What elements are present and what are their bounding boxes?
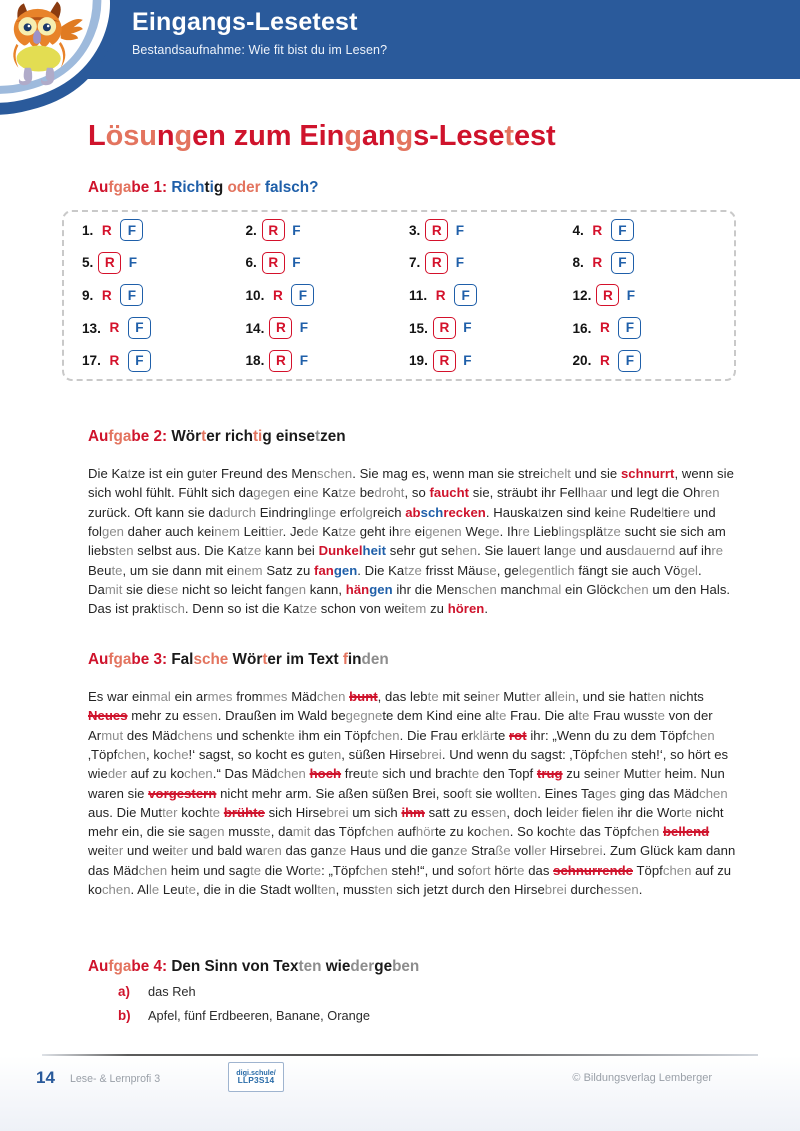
answer-item <box>573 350 737 372</box>
task-1-heading: Aufgabe 1: Richtig oder falsch? <box>88 179 319 196</box>
task-4-answer-list <box>118 984 718 1032</box>
option-falsch-selected[interactable]: F <box>611 219 634 241</box>
answer-item <box>573 284 737 306</box>
answer-item-number: 17. <box>82 353 101 369</box>
option-falsch-selected[interactable]: F <box>611 252 634 274</box>
answer-item-number: 11. <box>409 287 428 303</box>
answer-item <box>409 252 573 274</box>
option-falsch-selected[interactable]: F <box>291 284 314 306</box>
option-richtig-selected[interactable]: R <box>425 219 448 241</box>
answer-item-number: 18. <box>245 353 265 369</box>
option-falsch[interactable]: F <box>299 352 309 368</box>
option-falsch[interactable]: F <box>292 222 301 238</box>
option-richtig-selected[interactable]: R <box>262 252 285 274</box>
answer-item <box>246 350 410 372</box>
option-falsch-selected[interactable]: F <box>128 350 151 372</box>
task-2-heading: Aufgabe 2: Wörter richtig einsetzen <box>88 428 346 445</box>
answer-item-number: 7. <box>409 255 421 271</box>
option-richtig[interactable]: R <box>109 320 120 336</box>
answer-item <box>82 350 246 372</box>
page-number: 14 <box>36 1068 55 1087</box>
task-3-heading: Aufgabe 3: Falsche Wörter im Text finden <box>88 651 389 668</box>
task-4-answer-label: a) <box>118 984 130 999</box>
option-falsch[interactable]: F <box>292 255 301 271</box>
answer-item-number: 5. <box>82 255 94 271</box>
answer-item <box>82 252 246 274</box>
answer-item <box>246 317 410 339</box>
option-richtig-selected[interactable]: R <box>596 284 619 306</box>
option-richtig[interactable]: R <box>599 320 610 336</box>
option-falsch-selected[interactable]: F <box>454 284 477 306</box>
answer-item-number: 6. <box>245 255 257 271</box>
answer-item-number: 1. <box>82 222 94 238</box>
answer-item-number: 2. <box>245 222 257 238</box>
task-2-paragraph: Die Katze ist ein guter Freund des Menschen. Sie mag es, wenn man sie streichelt und sie schnurrt, wenn sie sich wohl fühlt. Fühlt sich dagegen eine Katze bedroht, so faucht sie, sträubt ihr Fellhaar und legt die Ohren zurück. Oft kann sie dadurch Eindringlinge erfolgreich abschrecken. Hauskatzen sind keine Rudeltiere und folgen daher auch keinem Leittier. Jede Katze geht ihre eigenen Wege. Ihre Lieblingsplätze sucht sie sich am liebsten selbst aus. Die Katze kann bei Dunkelheit sehr gut sehen. Sie lauert lange und ausdauernd auf ihre Beute, um sie dann mit einem Satz zu fangen. Die Katze frisst Mäuse, gelegentlich fängt sie auch Vögel. Damit sie diese nicht so leicht fangen kann, hängen ihr die Menschen manchmal ein Glöckchen um den Hals. Das ist praktisch. Denn so ist die Katze schon von weitem zu hören. <box>88 466 734 617</box>
option-richtig[interactable]: R <box>592 255 603 271</box>
option-falsch[interactable]: F <box>626 287 636 303</box>
answer-item <box>409 317 573 339</box>
task-4-answer-row <box>118 1008 718 1023</box>
option-richtig[interactable]: R <box>599 352 610 368</box>
answer-item <box>82 219 246 241</box>
answer-item-number: 9. <box>82 287 94 303</box>
answer-item <box>573 317 737 339</box>
owl-mascot-icon <box>0 0 92 88</box>
answer-item-number: 14. <box>245 320 265 336</box>
option-falsch[interactable]: F <box>463 352 472 368</box>
answer-item-number: 8. <box>572 255 584 271</box>
option-falsch[interactable]: F <box>463 320 472 336</box>
option-richtig-selected[interactable]: R <box>269 317 292 339</box>
answer-item-number: 3. <box>409 222 421 238</box>
header-subtitle: Bestandsaufnahme: Wie fit bist du im Lesen? <box>132 42 388 57</box>
answer-item-number: 15. <box>409 320 428 336</box>
answer-item <box>573 219 737 241</box>
option-richtig[interactable]: R <box>272 287 283 303</box>
badge-line-1: digi.schule/ <box>236 1067 276 1077</box>
answer-item <box>246 284 410 306</box>
page-title: Lösungen zum Eingangs-Lesetest <box>88 120 556 152</box>
option-falsch-selected[interactable]: F <box>120 284 143 306</box>
option-falsch-selected[interactable]: F <box>120 219 143 241</box>
answer-item <box>82 317 246 339</box>
digi-schule-badge[interactable] <box>228 1062 284 1092</box>
option-falsch-selected[interactable]: F <box>618 317 641 339</box>
task-4-answer-row <box>118 984 718 999</box>
answer-item <box>246 252 410 274</box>
option-falsch[interactable]: F <box>299 320 309 336</box>
answer-item <box>246 219 410 241</box>
option-richtig-selected[interactable]: R <box>98 252 121 274</box>
task-4-answer-text: das Reh <box>148 984 196 999</box>
answer-item-number: 19. <box>409 353 428 369</box>
answer-item-number: 4. <box>572 222 584 238</box>
option-richtig[interactable]: R <box>592 222 603 238</box>
answer-item-number: 16. <box>572 320 592 336</box>
option-richtig[interactable]: R <box>435 287 446 303</box>
task-4-heading: Aufgabe 4: Den Sinn von Texten wiedergeben <box>88 958 420 975</box>
task-4-answer-text: Apfel, fünf Erdbeeren, Banane, Orange <box>148 1008 370 1023</box>
option-falsch-selected[interactable]: F <box>618 350 641 372</box>
option-richtig-selected[interactable]: R <box>433 317 456 339</box>
option-richtig-selected[interactable]: R <box>269 350 292 372</box>
option-falsch[interactable]: F <box>455 222 464 238</box>
task-3-paragraph: Es war einmal ein armes frommes Mädchen bunt, das lebte mit seiner Mutter allein, und sie hatten nichts Neues mehr zu essen. Draußen im Wald begegnete dem Kind eine alte Frau. Die alte Frau wusste von der Armut des Mädchens und schenkte ihm ein Töpfchen. Die Frau erklärte rot ihr: „Wenn du zu dem Töpfchen ‚Töpfchen, koche!‘ sagst, so kocht es guten, süßen Hirsebrei. Und wenn du sagst: ‚Töpfchen steh!‘, so hört es wieder auf zu kochen.“ Das Mädchen hoch freute sich und brachte den Topf trug zu seiner Mutter heim. Nun waren sie vorgestern nicht mehr arm. Sie aßen süßen Brei, sooft sie wollten. Eines Tages ging das Mädchen aus. Die Mutter kochte brühte sich Hirsebrei um sich ihm satt zu essen, doch leider fielen ihr die Worte nicht mehr ein, die sie sagen musste, damit das Töpfchen aufhörte zu kochen. So kochte das Töpfchen bellend weiter und weiter und bald waren das ganze Haus und die ganze Straße voller Hirsebrei. Zum Glück kam dann das Mädchen heim und sagte die Worte: „Töpfchen steh!“, und sofort hörte das schnurrende Töpfchen auf zu kochen. Alle Leute, die in die Stadt wollten, mussten sich jetzt durch den Hirsebrei durchessen. <box>88 689 736 898</box>
option-richtig-selected[interactable]: R <box>433 350 456 372</box>
answer-item <box>409 350 573 372</box>
option-richtig-selected[interactable]: R <box>262 219 285 241</box>
option-falsch[interactable]: F <box>455 255 464 271</box>
option-falsch[interactable]: F <box>128 255 137 271</box>
answer-item <box>409 284 573 306</box>
answer-grid <box>62 210 736 381</box>
answer-item-number: 10. <box>245 287 265 303</box>
option-richtig-selected[interactable]: R <box>425 252 448 274</box>
answer-item <box>573 252 737 274</box>
option-richtig[interactable]: R <box>109 352 120 368</box>
option-richtig[interactable]: R <box>101 222 112 238</box>
page-footer <box>0 1056 800 1131</box>
answer-item <box>409 219 573 241</box>
badge-line-2: LLP3S14 <box>237 1075 275 1086</box>
option-richtig[interactable]: R <box>101 287 112 303</box>
answer-item-number: 13. <box>82 320 101 336</box>
task-4-answer-label: b) <box>118 1008 131 1023</box>
header-text-block <box>132 8 790 57</box>
copyright-notice: © Bildungsverlag Lemberger <box>572 1072 712 1084</box>
answer-item-number: 12. <box>572 287 592 303</box>
header-title: Eingangs-Lesetest <box>132 8 358 36</box>
series-label: Lese- & Lernprofi 3 <box>70 1073 161 1085</box>
answer-item <box>82 284 246 306</box>
answer-item-number: 20. <box>572 353 592 369</box>
option-falsch-selected[interactable]: F <box>128 317 151 339</box>
logo-badge <box>0 0 132 128</box>
